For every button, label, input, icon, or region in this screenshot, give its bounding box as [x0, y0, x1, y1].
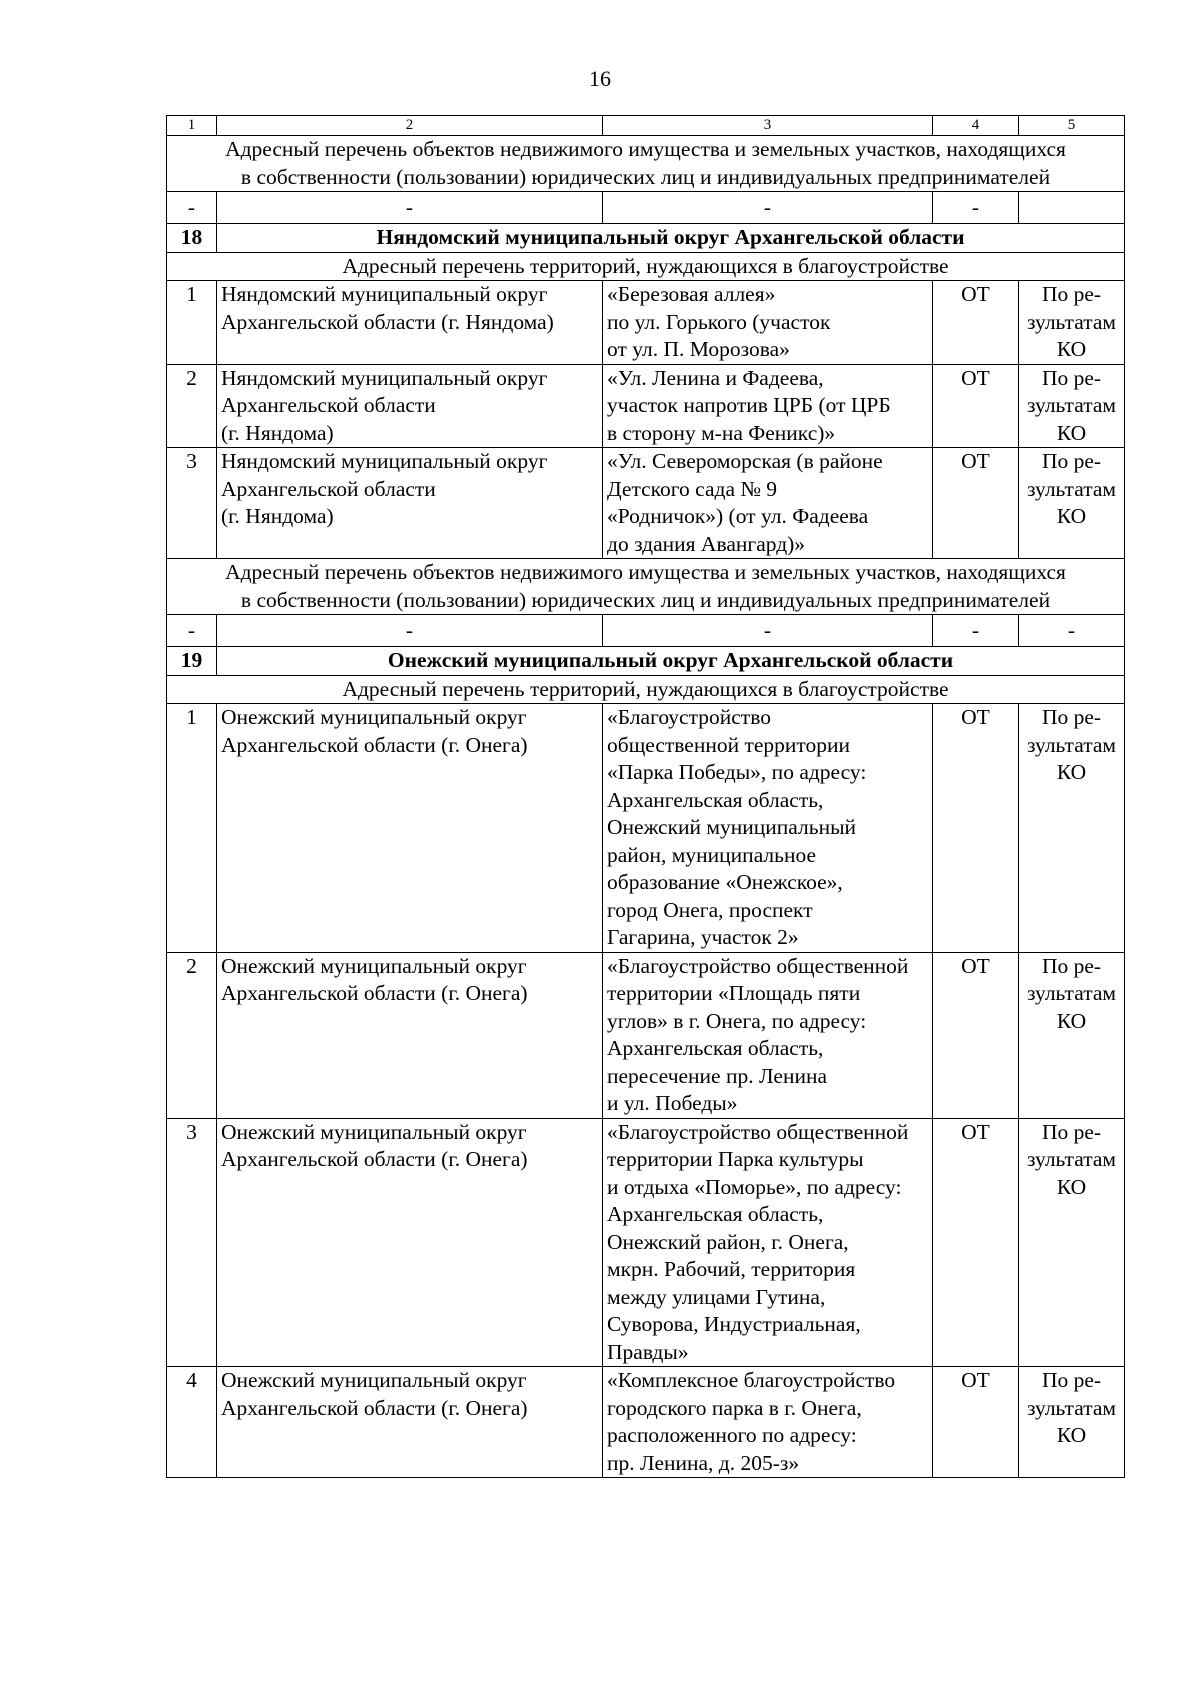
cell-text-line: Онежский муниципальный — [607, 815, 857, 839]
dash-cell: - — [217, 615, 603, 647]
deadline-cell — [1019, 448, 1125, 559]
object-type-cell: ОТ — [933, 448, 1019, 559]
cell-text-line: до здания Авангард)» — [607, 531, 806, 556]
table-row — [167, 448, 1125, 559]
cell-text-line: КО — [1056, 1423, 1087, 1447]
cell-text-line: Архангельская область, — [607, 1036, 824, 1060]
cell-text-line: Няндомский муниципальный округ — [221, 449, 548, 473]
row-number: 2 — [167, 952, 217, 1118]
section-number: 18 — [167, 224, 217, 253]
cell-text-line: углов» в г. Онега, по адресу: — [607, 1008, 867, 1033]
cell-text-line: общественной территории — [607, 732, 851, 757]
municipality-cell — [217, 364, 603, 448]
municipality-cell — [217, 1367, 603, 1478]
cell-text-line: город Онега, проспект — [607, 897, 813, 922]
cell-text-line: «Парка Победы», по адресу: — [607, 760, 867, 784]
cell-text-line: Архангельской области (г. Онега) — [221, 1395, 528, 1420]
row-number: 4 — [167, 1367, 217, 1478]
cell-text-line: «Родничок») (от ул. Фадеева — [607, 504, 869, 528]
cell-text-line: Онежский муниципальный округ — [221, 1368, 527, 1392]
section-title: Онежский муниципальный округ Архангельской области — [217, 647, 1125, 676]
list-subheader-row — [167, 675, 1125, 704]
table-row — [167, 364, 1125, 448]
cell-text-line: (г. Няндома) — [221, 504, 334, 528]
cell-text-line: Адресный перечень территорий, нуждающихся в благоустройстве — [342, 253, 949, 278]
territory-name-cell — [603, 952, 933, 1118]
object-type-cell: ОТ — [933, 1367, 1019, 1478]
cell-text-line: от ул. П. Морозова» — [607, 337, 790, 361]
row-number: 1 — [167, 281, 217, 365]
cell-text-line: КО — [1056, 337, 1087, 361]
row-number: 1 — [167, 704, 217, 953]
table-row — [167, 1367, 1125, 1478]
cell-text-line: (г. Няндома) — [221, 420, 334, 445]
cell-text-line: участок напротив ЦРБ (от ЦРБ — [607, 393, 891, 417]
cell-text-line: Архангельской области (г. Онега) — [221, 1147, 528, 1171]
territory-name-cell — [603, 704, 933, 953]
table-row — [167, 281, 1125, 365]
cell-text-line: городского парка в г. Онега, — [607, 1395, 862, 1420]
cell-text-line: Онежский муниципальный округ — [221, 953, 527, 978]
cell-text-line: Няндомский муниципальный округ — [221, 282, 548, 306]
cell-text-line: Онежский муниципальный округ — [221, 705, 527, 729]
cell-text-line: «Березовая аллея» — [607, 282, 776, 306]
dash-cell: - — [167, 615, 217, 647]
cell-text-line: и ул. Победы» — [607, 1091, 738, 1115]
cell-text-line: зультатам — [1026, 1395, 1116, 1420]
table-row — [167, 952, 1125, 1118]
cell-text-line: «Ул. Североморская (в районе — [607, 449, 883, 473]
list-subheader-row — [167, 136, 1125, 192]
object-type-cell: ОТ — [933, 952, 1019, 1118]
cell-text-line: образование «Онежское», — [607, 870, 843, 894]
deadline-cell — [1019, 1118, 1125, 1367]
cell-text-line: Адресный перечень объектов недвижимого имущества и земельных участков, находящихся — [225, 560, 1066, 584]
cell-text-line: Адресный перечень территорий, нуждающихся в благоустройстве — [342, 676, 949, 701]
cell-text-line: Онежский район, г. Онега, — [607, 1229, 849, 1254]
cell-text-line: КО — [1056, 760, 1087, 784]
address-list-table — [166, 115, 1125, 1478]
cell-text-line: КО — [1056, 1174, 1087, 1199]
dash-cell: - — [933, 192, 1019, 224]
cell-text-line: в собственности (пользовании) юридических лиц и индивидуальных предпринимателей — [240, 164, 1051, 189]
cell-text-line: «Благоустройство — [607, 705, 771, 729]
list-subheader-row — [167, 252, 1125, 281]
cell-text-line: Адресный перечень объектов недвижимого имущества и земельных участков, находящихся — [225, 137, 1066, 161]
municipality-cell — [217, 704, 603, 953]
deadline-cell — [1019, 281, 1125, 365]
object-type-cell: ОТ — [933, 281, 1019, 365]
table-row — [167, 704, 1125, 953]
dash-cell — [1019, 192, 1125, 224]
dash-cell: - — [167, 192, 217, 224]
dash-cell: - — [1019, 615, 1125, 647]
cell-text-line: Детского сада № 9 — [607, 476, 778, 501]
cell-text-line: зультатам — [1026, 732, 1116, 757]
cell-text-line: и отдыха «Поморье», по адресу: — [607, 1174, 902, 1199]
cell-text-line: по ул. Горького (участок — [607, 309, 831, 334]
cell-text-line: территории Парка культуры — [607, 1147, 864, 1171]
cell-text-line: Онежский муниципальный округ — [221, 1119, 527, 1144]
cell-text-line: «Ул. Ленина и Фадеева, — [607, 365, 824, 390]
row-number: 3 — [167, 448, 217, 559]
territory-name-cell — [603, 281, 933, 365]
cell-text-line: КО — [1056, 504, 1087, 528]
district-section-row — [167, 647, 1125, 676]
cell-text-line: По ре- — [1041, 705, 1102, 729]
cell-text-line: Архангельской области — [221, 476, 436, 501]
cell-text-line: «Комплексное благоустройство — [607, 1368, 896, 1392]
cell-text-line: зультатам — [1026, 981, 1116, 1005]
cell-text-line: пересечение пр. Ленина — [607, 1063, 828, 1088]
cell-text-line: Гагарина, участок 2» — [607, 925, 799, 949]
column-number-header-row — [167, 116, 1125, 136]
table-body — [167, 116, 1125, 1478]
municipality-cell — [217, 952, 603, 1118]
object-type-cell: ОТ — [933, 704, 1019, 953]
cell-text-line: По ре- — [1041, 449, 1102, 473]
district-section-row — [167, 224, 1125, 253]
cell-text-line: зультатам — [1026, 476, 1116, 501]
cell-text-line: расположенного по адресу: — [607, 1423, 857, 1447]
section-title: Няндомский муниципальный округ Архангельской области — [217, 224, 1125, 253]
object-type-cell: ОТ — [933, 364, 1019, 448]
object-type-cell: ОТ — [933, 1118, 1019, 1367]
cell-text-line: По ре- — [1041, 282, 1102, 306]
row-number: 2 — [167, 364, 217, 448]
cell-text-line: Архангельской области — [221, 393, 436, 417]
dash-cell: - — [217, 192, 603, 224]
list-subheader-row — [167, 559, 1125, 615]
cell-text-line: район, муниципальное — [607, 842, 817, 867]
cell-text-line: По ре- — [1041, 1119, 1102, 1144]
list-subheader — [167, 559, 1125, 615]
territory-name-cell — [603, 448, 933, 559]
territory-name-cell — [603, 364, 933, 448]
cell-text-line: «Благоустройство общественной — [607, 953, 909, 978]
territory-name-cell — [603, 1118, 933, 1367]
list-subheader — [167, 675, 1125, 704]
table-row — [167, 1118, 1125, 1367]
empty-dash-row — [167, 615, 1125, 647]
cell-text-line: пр. Ленина, д. 205-з» — [607, 1450, 800, 1475]
column-header: 1 — [167, 116, 217, 136]
cell-text-line: в сторону м-на Феникс)» — [607, 420, 836, 445]
deadline-cell — [1019, 1367, 1125, 1478]
cell-text-line: территории «Площадь пяти — [607, 981, 861, 1005]
cell-text-line: КО — [1056, 1008, 1087, 1033]
dash-cell: - — [603, 192, 933, 224]
cell-text-line: в собственности (пользовании) юридических лиц и индивидуальных предпринимателей — [240, 587, 1051, 612]
row-number: 3 — [167, 1118, 217, 1367]
cell-text-line: зультатам — [1026, 309, 1116, 334]
cell-text-line: между улицами Гутина, — [607, 1284, 826, 1309]
list-subheader — [167, 252, 1125, 281]
municipality-cell — [217, 1118, 603, 1367]
cell-text-line: Суворова, Индустриальная, — [607, 1312, 861, 1336]
cell-text-line: Архангельская область, — [607, 787, 824, 812]
column-header: 5 — [1019, 116, 1125, 136]
dash-cell: - — [603, 615, 933, 647]
deadline-cell — [1019, 952, 1125, 1118]
cell-text-line: зультатам — [1026, 393, 1116, 417]
cell-text-line: КО — [1056, 420, 1087, 445]
cell-text-line: Архангельской области (г. Онега) — [221, 732, 528, 757]
cell-text-line: По ре- — [1041, 953, 1102, 978]
dash-cell: - — [933, 615, 1019, 647]
cell-text-line: Архангельской области (г. Онега) — [221, 981, 528, 1005]
cell-text-line: мкрн. Рабочий, территория — [607, 1257, 856, 1281]
column-header: 3 — [603, 116, 933, 136]
cell-text-line: По ре- — [1041, 365, 1102, 390]
list-subheader — [167, 136, 1125, 192]
cell-text-line: Няндомский муниципальный округ — [221, 365, 548, 390]
municipality-cell — [217, 281, 603, 365]
column-header: 2 — [217, 116, 603, 136]
municipality-cell — [217, 448, 603, 559]
section-number: 19 — [167, 647, 217, 676]
cell-text-line: Архангельская область, — [607, 1202, 824, 1226]
column-header: 4 — [933, 116, 1019, 136]
deadline-cell — [1019, 704, 1125, 953]
page-number: 16 — [589, 66, 611, 91]
cell-text-line: Архангельской области (г. Няндома) — [221, 309, 554, 334]
territory-name-cell — [603, 1367, 933, 1478]
cell-text-line: «Благоустройство общественной — [607, 1119, 909, 1144]
deadline-cell — [1019, 364, 1125, 448]
cell-text-line: Правды» — [607, 1339, 689, 1364]
cell-text-line: По ре- — [1041, 1368, 1102, 1392]
empty-dash-row — [167, 192, 1125, 224]
cell-text-line: зультатам — [1026, 1147, 1116, 1171]
